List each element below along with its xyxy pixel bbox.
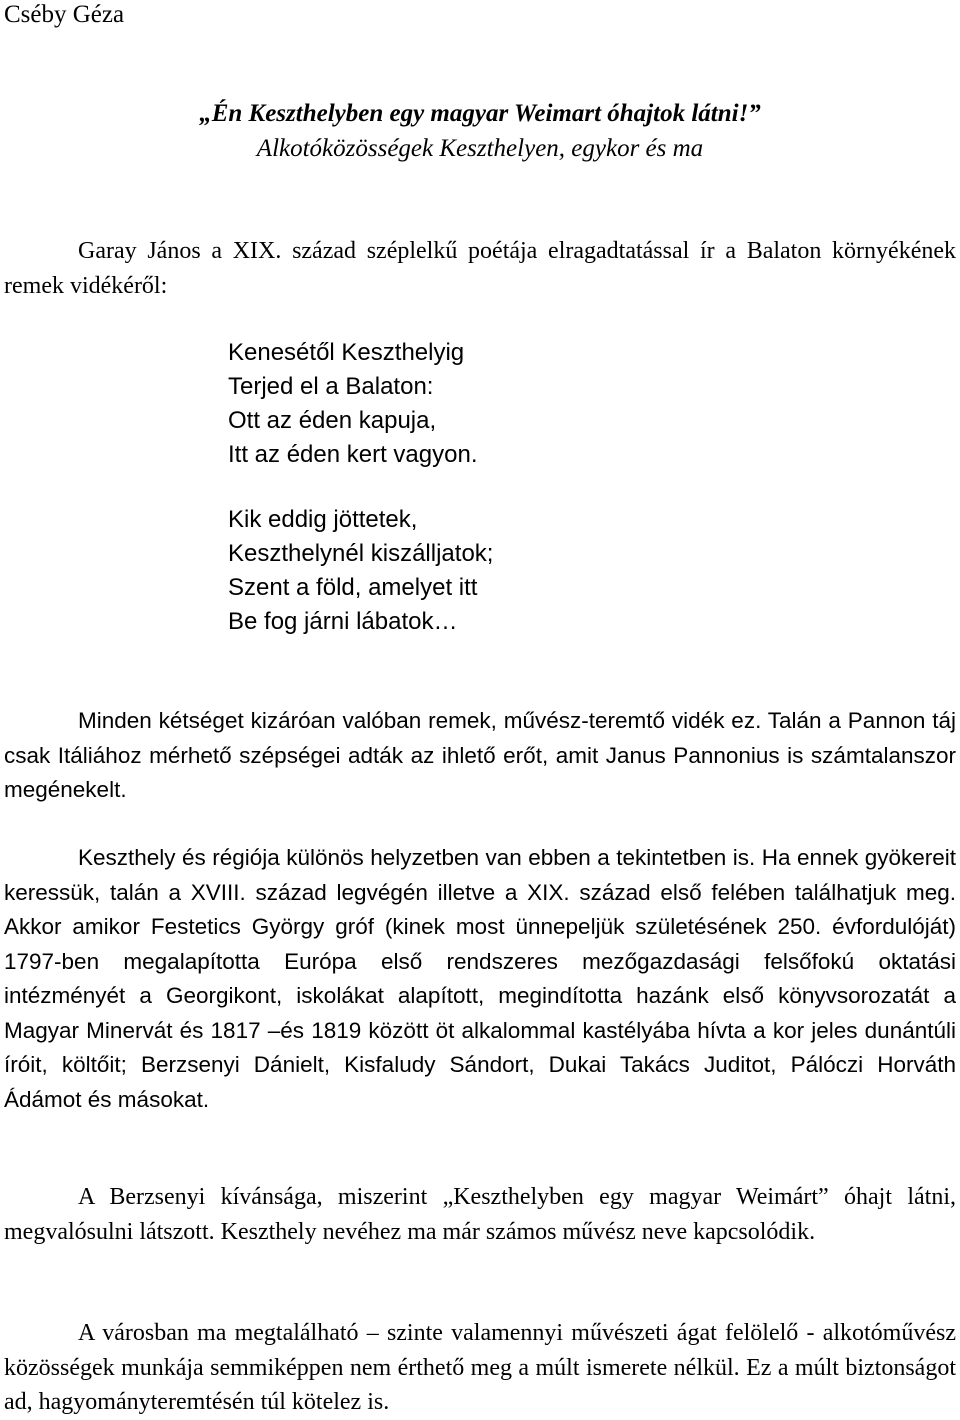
poem-line: Itt az éden kert vagyon.	[228, 441, 478, 468]
poem-line: Szent a föld, amelyet itt	[228, 574, 478, 601]
paragraph-text: Minden kétséget kizáróan valóban remek, művész-teremtő vidék ez. Talán a Pannon táj csak Itáliához mérhető szépségei adták az ihlető erőt, amit Janus Pannonius is számtalanszor megénekelt.	[4, 708, 956, 802]
paragraph-2	[4, 841, 956, 1117]
paragraph-4	[4, 1316, 956, 1420]
poem-line: Kik eddig jöttetek,	[228, 506, 418, 533]
paragraph-3	[4, 1180, 956, 1249]
paragraph-1	[4, 704, 956, 808]
poem-line: Kenesétől Keszthelyig	[228, 339, 465, 366]
paragraph-text: A Berzsenyi kívánsága, miszerint „Keszthelyben egy magyar Weimárt” óhajt látni, megvalósulni látszott. Keszthely nevéhez ma már számos művész neve kapcsolódik.	[4, 1184, 956, 1245]
poem-line: Terjed el a Balaton:	[228, 373, 434, 400]
poem-line: Keszthelynél kiszálljatok;	[228, 540, 494, 567]
intro-text: Garay János a XIX. század széplelkű poétája elragadtatással ír a Balaton környékének remek vidékéről:	[4, 238, 956, 299]
title-subtitle: Alkotóközösségek Keszthelyen, egykor és ma	[256, 135, 704, 162]
poem-line: Ott az éden kapuja,	[228, 407, 437, 434]
poem-stanza-1	[228, 336, 477, 472]
paragraph-text: Keszthely és régiója különös helyzetben van ebben a tekintetben is. Ha ennek gyökereit keressük, talán a XVIII. század legvégén illetve a XIX. század első felében találhatjuk meg. Akkor amikor Festetics György gróf (kinek most ünnepeljük születésének 250. évfordulóját) 1797-ben megalapította Európa első rendszeres mezőgazdasági felsőfokú oktatási intézményét a Georgikont, iskolákat alapított, megindította hazánk első könyvsorozatát a Magyar Minervát és 1817 –és 1819 között öt alkalommal kastélyába hívta a kor jeles dunántúli íróit, költőit; Berzsenyi Dánielt, Kisfaludy Sándort, Dukai Takács Juditot, Pálóczi Horváth Ádámot és másokat.	[4, 845, 956, 1112]
paragraph-text: A városban ma megtalálható – szinte valamennyi művészeti ágat felölelő - alkotóművész közösségek munkája semmiképpen nem érthető meg a múlt ismerete nélkül. Ez a múlt biztonságot ad, hagyományteremtésén túl kötelez is.	[4, 1320, 956, 1415]
intro-paragraph	[4, 234, 956, 303]
poem-line: Be fog járni lábatok…	[228, 608, 458, 635]
title-main: „Én Keszthelyben egy magyar Weimart óhajtok látni!”	[199, 100, 761, 127]
poem-stanza-2	[228, 503, 493, 639]
author-name: Cséby Géza	[4, 1, 125, 28]
